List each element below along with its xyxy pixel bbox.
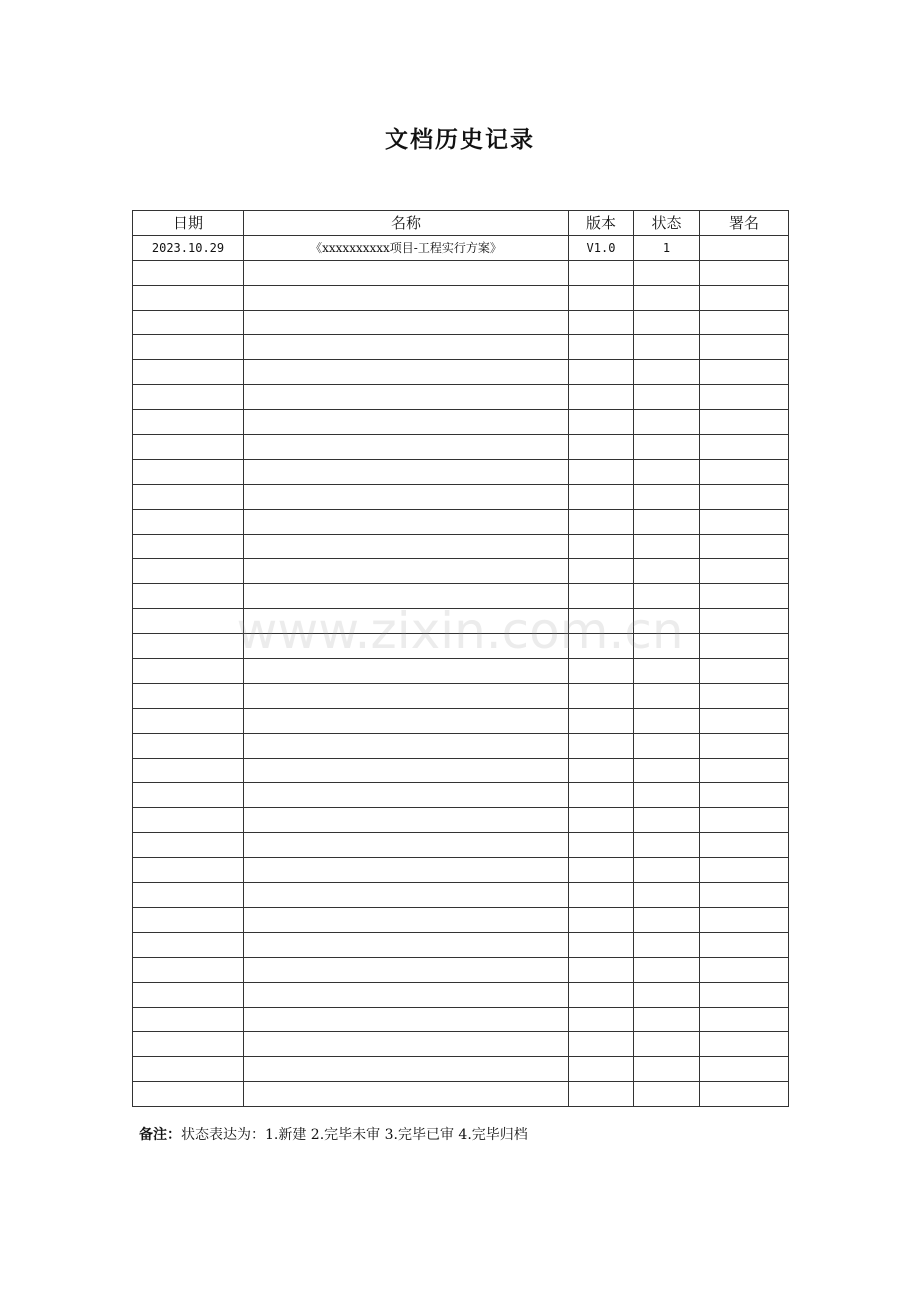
cell-version	[569, 634, 634, 659]
cell-version	[569, 360, 634, 385]
cell-date	[133, 957, 244, 982]
cell-signature	[700, 1057, 789, 1082]
cell-name	[244, 285, 569, 310]
cell-version	[569, 584, 634, 609]
cell-signature	[700, 708, 789, 733]
cell-status	[634, 634, 700, 659]
cell-version: V1.0	[569, 235, 634, 260]
cell-status	[634, 435, 700, 460]
cell-signature	[700, 534, 789, 559]
cell-signature	[700, 235, 789, 260]
cell-signature	[700, 410, 789, 435]
cell-signature	[700, 932, 789, 957]
cell-status	[634, 957, 700, 982]
table-row-empty	[133, 833, 789, 858]
cell-date: 2023.10.29	[133, 235, 244, 260]
cell-status	[634, 783, 700, 808]
cell-signature	[700, 982, 789, 1007]
cell-name	[244, 584, 569, 609]
cell-name	[244, 808, 569, 833]
cell-date	[133, 584, 244, 609]
cell-name	[244, 509, 569, 534]
cell-name	[244, 559, 569, 584]
cell-name	[244, 907, 569, 932]
cell-name	[244, 484, 569, 509]
cell-status	[634, 285, 700, 310]
cell-signature	[700, 260, 789, 285]
cell-status	[634, 1057, 700, 1082]
cell-version	[569, 285, 634, 310]
cell-version	[569, 459, 634, 484]
cell-status	[634, 708, 700, 733]
column-header-name: 名称	[244, 211, 569, 236]
table-row-empty	[133, 285, 789, 310]
cell-status	[634, 609, 700, 634]
cell-signature	[700, 957, 789, 982]
cell-signature	[700, 609, 789, 634]
cell-date	[133, 883, 244, 908]
cell-version	[569, 932, 634, 957]
note-text: 状态表达为：1.新建 2.完毕未审 3.完毕已审 4.完毕归档	[181, 1127, 528, 1143]
table-row	[133, 235, 789, 260]
watermark: www.zixin.com.cn	[236, 602, 684, 660]
table-row-empty	[133, 410, 789, 435]
cell-name	[244, 833, 569, 858]
table-row-empty	[133, 260, 789, 285]
cell-status	[634, 260, 700, 285]
document-title: 文档历史记录	[385, 126, 535, 153]
table-row-empty	[133, 758, 789, 783]
cell-name	[244, 708, 569, 733]
cell-status	[634, 310, 700, 335]
cell-version	[569, 982, 634, 1007]
table-row-empty	[133, 883, 789, 908]
cell-name	[244, 410, 569, 435]
cell-version	[569, 1082, 634, 1107]
cell-name	[244, 758, 569, 783]
cell-signature	[700, 584, 789, 609]
cell-signature	[700, 559, 789, 584]
cell-name	[244, 609, 569, 634]
cell-name	[244, 982, 569, 1007]
table-row-empty	[133, 1082, 789, 1107]
cell-version	[569, 883, 634, 908]
cell-signature	[700, 758, 789, 783]
cell-status	[634, 534, 700, 559]
cell-date	[133, 385, 244, 410]
table-row-empty	[133, 609, 789, 634]
table-row-empty	[133, 435, 789, 460]
cell-name	[244, 385, 569, 410]
cell-signature	[700, 360, 789, 385]
cell-date	[133, 285, 244, 310]
cell-version	[569, 659, 634, 684]
cell-status	[634, 808, 700, 833]
table-row-empty	[133, 1007, 789, 1032]
cell-date	[133, 634, 244, 659]
table-row-empty	[133, 634, 789, 659]
cell-date	[133, 484, 244, 509]
cell-version	[569, 609, 634, 634]
cell-signature	[700, 435, 789, 460]
cell-status	[634, 907, 700, 932]
cell-version	[569, 534, 634, 559]
cell-name	[244, 310, 569, 335]
cell-signature	[700, 833, 789, 858]
cell-version	[569, 783, 634, 808]
cell-version	[569, 335, 634, 360]
cell-status	[634, 932, 700, 957]
cell-signature	[700, 385, 789, 410]
cell-version	[569, 858, 634, 883]
cell-status	[634, 883, 700, 908]
table-row-empty	[133, 683, 789, 708]
note-label: 备注：	[139, 1127, 181, 1143]
cell-name	[244, 435, 569, 460]
table-row-empty	[133, 733, 789, 758]
cell-signature	[700, 858, 789, 883]
table-row-empty	[133, 385, 789, 410]
cell-status	[634, 1032, 700, 1057]
cell-name	[244, 932, 569, 957]
cell-date	[133, 808, 244, 833]
table-row-empty	[133, 957, 789, 982]
table-row-empty	[133, 559, 789, 584]
cell-date	[133, 907, 244, 932]
table-row-empty	[133, 484, 789, 509]
cell-date	[133, 410, 244, 435]
cell-date	[133, 509, 244, 534]
cell-name	[244, 1082, 569, 1107]
column-header-status: 状态	[634, 211, 700, 236]
cell-date	[133, 783, 244, 808]
cell-signature	[700, 1082, 789, 1107]
cell-name	[244, 459, 569, 484]
cell-date	[133, 534, 244, 559]
cell-version	[569, 957, 634, 982]
cell-status	[634, 659, 700, 684]
cell-status	[634, 1082, 700, 1107]
cell-signature	[700, 310, 789, 335]
cell-name: 《xxxxxxxxxx项目-工程实行方案》	[244, 235, 569, 260]
cell-date	[133, 1082, 244, 1107]
cell-date	[133, 708, 244, 733]
cell-version	[569, 484, 634, 509]
cell-status	[634, 459, 700, 484]
cell-signature	[700, 335, 789, 360]
cell-signature	[700, 907, 789, 932]
cell-status	[634, 833, 700, 858]
table-row-empty	[133, 310, 789, 335]
cell-status	[634, 559, 700, 584]
cell-date	[133, 310, 244, 335]
cell-signature	[700, 509, 789, 534]
cell-signature	[700, 459, 789, 484]
cell-name	[244, 858, 569, 883]
cell-version	[569, 509, 634, 534]
cell-signature	[700, 659, 789, 684]
cell-status	[634, 733, 700, 758]
cell-version	[569, 1032, 634, 1057]
cell-name	[244, 335, 569, 360]
cell-date	[133, 659, 244, 684]
cell-status	[634, 683, 700, 708]
cell-signature	[700, 733, 789, 758]
cell-date	[133, 683, 244, 708]
cell-signature	[700, 1032, 789, 1057]
cell-name	[244, 534, 569, 559]
cell-date	[133, 360, 244, 385]
cell-date	[133, 833, 244, 858]
table-row-empty	[133, 459, 789, 484]
cell-status	[634, 335, 700, 360]
cell-name	[244, 883, 569, 908]
cell-status	[634, 1007, 700, 1032]
cell-signature	[700, 808, 789, 833]
cell-status	[634, 982, 700, 1007]
table-row-empty	[133, 584, 789, 609]
status-note	[139, 1124, 528, 1144]
table-row-empty	[133, 783, 789, 808]
cell-version	[569, 559, 634, 584]
table-row-empty	[133, 858, 789, 883]
cell-signature	[700, 883, 789, 908]
cell-date	[133, 609, 244, 634]
cell-date	[133, 260, 244, 285]
table-row-empty	[133, 1057, 789, 1082]
cell-date	[133, 858, 244, 883]
table-row-empty	[133, 360, 789, 385]
table-row-empty	[133, 708, 789, 733]
cell-status	[634, 509, 700, 534]
cell-name	[244, 360, 569, 385]
cell-date	[133, 1057, 244, 1082]
cell-signature	[700, 683, 789, 708]
cell-status	[634, 858, 700, 883]
cell-date	[133, 1007, 244, 1032]
table-row-empty	[133, 808, 789, 833]
cell-signature	[700, 1007, 789, 1032]
cell-version	[569, 1007, 634, 1032]
column-header-signature: 署名	[700, 211, 789, 236]
cell-signature	[700, 484, 789, 509]
cell-version	[569, 310, 634, 335]
cell-version	[569, 410, 634, 435]
cell-name	[244, 683, 569, 708]
table-row-empty	[133, 335, 789, 360]
cell-version	[569, 808, 634, 833]
cell-status	[634, 360, 700, 385]
cell-version	[569, 260, 634, 285]
column-header-version: 版本	[569, 211, 634, 236]
table-row-empty	[133, 932, 789, 957]
cell-name	[244, 733, 569, 758]
cell-version	[569, 435, 634, 460]
cell-version	[569, 683, 634, 708]
cell-version	[569, 1057, 634, 1082]
cell-signature	[700, 783, 789, 808]
cell-signature	[700, 634, 789, 659]
cell-signature	[700, 285, 789, 310]
cell-date	[133, 1032, 244, 1057]
cell-version	[569, 385, 634, 410]
cell-date	[133, 459, 244, 484]
document-history-table	[132, 210, 789, 1107]
table-body	[133, 235, 789, 1106]
cell-name	[244, 1032, 569, 1057]
table-row-empty	[133, 509, 789, 534]
cell-version	[569, 708, 634, 733]
table-row-empty	[133, 907, 789, 932]
cell-status: 1	[634, 235, 700, 260]
cell-status	[634, 484, 700, 509]
cell-date	[133, 758, 244, 783]
cell-status	[634, 758, 700, 783]
cell-date	[133, 559, 244, 584]
cell-date	[133, 982, 244, 1007]
cell-name	[244, 659, 569, 684]
cell-version	[569, 733, 634, 758]
cell-version	[569, 758, 634, 783]
cell-status	[634, 410, 700, 435]
cell-date	[133, 435, 244, 460]
cell-date	[133, 932, 244, 957]
cell-version	[569, 833, 634, 858]
cell-date	[133, 335, 244, 360]
table-row-empty	[133, 1032, 789, 1057]
cell-date	[133, 733, 244, 758]
table-row-empty	[133, 659, 789, 684]
cell-status	[634, 584, 700, 609]
cell-name	[244, 783, 569, 808]
table-row-empty	[133, 534, 789, 559]
cell-version	[569, 907, 634, 932]
cell-name	[244, 957, 569, 982]
cell-name	[244, 1057, 569, 1082]
column-header-date: 日期	[133, 211, 244, 236]
cell-name	[244, 260, 569, 285]
table-row-empty	[133, 982, 789, 1007]
cell-status	[634, 385, 700, 410]
table-header-row	[133, 211, 789, 236]
cell-name	[244, 1007, 569, 1032]
cell-name	[244, 634, 569, 659]
